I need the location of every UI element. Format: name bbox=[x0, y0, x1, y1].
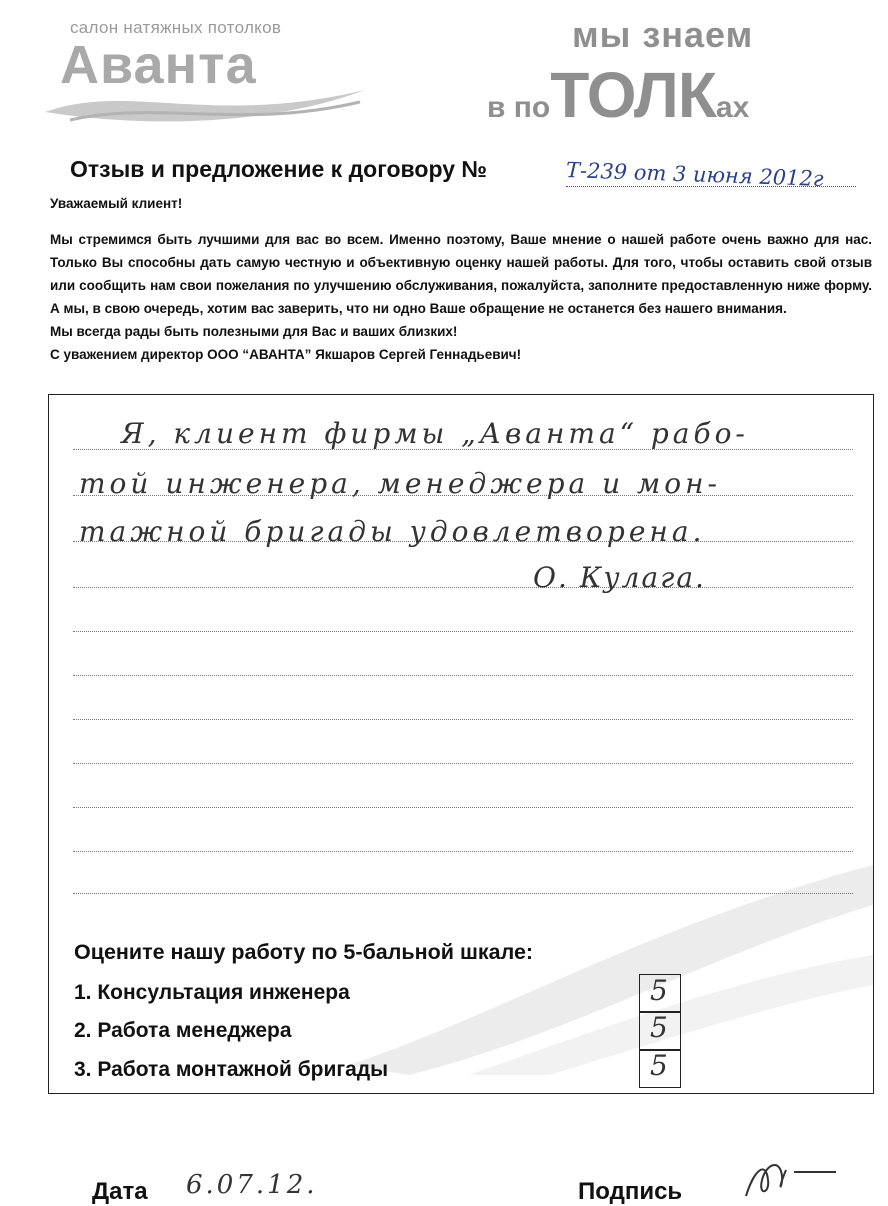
score-value: 5 bbox=[650, 1049, 668, 1082]
rating-item-label: 3. Работа монтажной бригады bbox=[74, 1058, 389, 1081]
date-label: Дата bbox=[92, 1178, 148, 1205]
rating-title: Оцените нашу работу по 5-бальной шкале: bbox=[74, 940, 534, 964]
logo-subtitle: салон натяжных потолков bbox=[70, 18, 282, 37]
logo-swoosh-icon bbox=[40, 72, 370, 132]
intro-line-rada: Мы всегда рады быть полезными для Вас и ваших близких! bbox=[50, 324, 458, 339]
background-swoosh-icon bbox=[349, 865, 873, 1075]
slogan-line-2 bbox=[487, 58, 749, 132]
contract-number-underline bbox=[566, 186, 856, 187]
handwritten-line: Я, клиент фирмы „Аванта“ рабо- bbox=[121, 417, 749, 450]
rating-item-label: 1. Консультация инженера bbox=[74, 981, 350, 1004]
handwritten-name: О. Кулага. bbox=[533, 561, 706, 594]
score-value: 5 bbox=[650, 1011, 668, 1044]
slogan-prefix: в по bbox=[487, 91, 551, 124]
ruled-line bbox=[73, 763, 853, 764]
intro-line-sign: С уважением директор ООО “АВАНТА” Якшаров Сергей Геннадьевич! bbox=[50, 347, 522, 362]
handwritten-line: той инженера, менеджера и мон- bbox=[79, 467, 722, 500]
ruled-line bbox=[73, 631, 853, 632]
rating-item-label: 2. Работа менеджера bbox=[74, 1019, 292, 1042]
ruled-line bbox=[73, 675, 853, 676]
ruled-line bbox=[73, 719, 853, 720]
score-value: 5 bbox=[650, 974, 668, 1007]
ruled-line bbox=[73, 851, 853, 852]
date-value-handwritten: 6.07.12. bbox=[186, 1170, 318, 1200]
signature-label: Подпись bbox=[578, 1178, 683, 1205]
slogan-line-1: мы знаем bbox=[572, 14, 754, 55]
ruled-line bbox=[73, 587, 853, 588]
document-title: Отзыв и предложение к договору № bbox=[70, 156, 488, 182]
contract-number-handwritten: Т-239 от 3 июня 2012г bbox=[565, 158, 824, 191]
handwritten-line: тажной бригады удовлетворена. bbox=[79, 515, 706, 548]
ruled-line bbox=[73, 807, 853, 808]
signature-scribble-icon bbox=[736, 1150, 846, 1200]
greeting: Уважаемый клиент! bbox=[50, 196, 183, 211]
logo-name: Аванта bbox=[60, 35, 257, 95]
slogan-suffix: ах bbox=[715, 91, 750, 124]
intro-text bbox=[50, 228, 872, 366]
intro-body: Мы стремимся быть лучшими для вас во всем. Именно поэтому, Ваше мнение о нашей работе очень важно для нас. Только Вы способны дать самую честную и объективную оценку нашей работы. Для того, чтобы оставить свой отзыв или сообщить нам свои пожелания по улучшению обслуживания, пожалуйста, заполните предоставленную ниже форму. А мы, в свою очередь, хотим вас заверить, что ни одно Ваше обращение не останется без нашего внимания. bbox=[50, 232, 872, 316]
slogan-big: ТОЛК bbox=[550, 59, 716, 131]
ruled-line bbox=[73, 893, 853, 894]
